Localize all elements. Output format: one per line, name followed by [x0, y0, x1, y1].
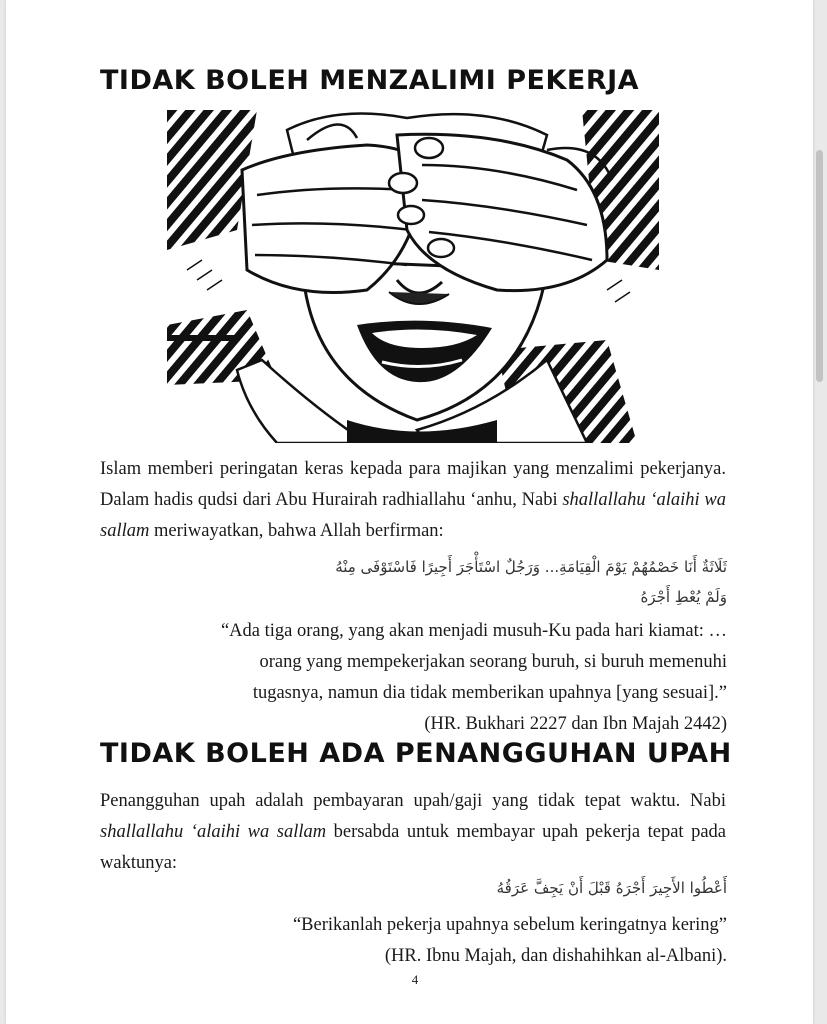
section-heading-menzalimi: TIDAK BOLEH MENZALIMI PEKERJA — [100, 65, 640, 96]
paragraph-penangguhan — [100, 786, 726, 879]
page-number: 4 — [411, 972, 419, 987]
paragraph-intro — [100, 454, 726, 547]
section-heading-penangguhan: TIDAK BOLEH ADA PENANGGUHAN UPAH — [100, 738, 732, 769]
quote-line: “Berikanlah pekerja upahnya sebelum keringatnya kering” — [292, 915, 727, 935]
face-covered-by-hands-illustration — [167, 110, 659, 443]
paragraph-text: Islam memberi peringatan keras kepada para majikan yang menzalimi pekerjanya. Dalam hadis qudsi dari Abu Hurairah radhiallahu ‘anhu, Nabi — [100, 459, 726, 510]
arabic-line: ثَلَاثَةٌ أَنَا خَصْمُهُمْ يَوْمَ الْقِيَامَةِ... وَرَجُلٌ اسْتَأْجَرَ أَجِيرًا فَاسْتَوْفَى مِنْهُ — [335, 558, 727, 576]
quote-line: orang yang mempekerjakan seorang buruh, si buruh memenuhi — [259, 652, 727, 672]
paragraph-text: meriwayatkan, bahwa Allah berfirman: — [149, 521, 444, 541]
quote-line: “Ada tiga orang, yang akan menjadi musuh-Ku pada hari kiamat: … — [220, 621, 727, 641]
quote-source: (HR. Bukhari 2227 dan Ibn Majah 2442) — [424, 714, 727, 734]
arabic-hadith: أَعْطُوا الأَجِيرَ أَجْرَهُ قَبْلَ أَنْ يَجِفَّ عَرَقُهُ — [496, 879, 727, 897]
paragraph-text: bersabda untuk membayar upah pekerja tepat pada waktunya: — [100, 822, 726, 873]
quote-line: tugasnya, namun dia tidak memberikan upahnya [yang sesuai].” — [252, 683, 727, 703]
hadith-translation-quote — [127, 616, 727, 740]
paragraph-text: Penangguhan upah adalah pembayaran upah/gaji yang tidak tepat waktu. Nabi — [100, 791, 726, 811]
salutation-italic: shallallahu ‘alaihi wa sallam — [100, 822, 327, 842]
scrollbar[interactable] — [816, 150, 823, 382]
quote-source: (HR. Ibnu Majah, dan dishahihkan al-Albani). — [384, 946, 727, 966]
arabic-hadith-qudsi — [87, 552, 727, 612]
hadith-translation-quote-2 — [127, 910, 727, 972]
arabic-line: وَلَمْ يُعْطِ أَجْرَهُ — [640, 588, 727, 606]
salutation-italic: shallallahu ‘alaihi wa sallam — [100, 490, 726, 541]
